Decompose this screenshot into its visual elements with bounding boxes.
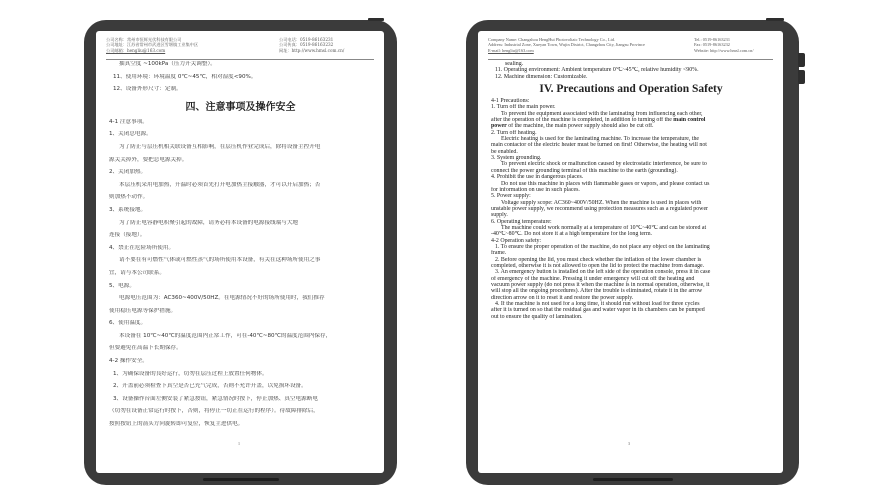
text-run: after the operation of the machine is completed, in addition to turning off the bbox=[491, 117, 674, 124]
text-line: 1. Turn off the main power. bbox=[491, 104, 556, 111]
text-line: 1、关闭总电源。 bbox=[109, 131, 152, 138]
text-line: Do not use this machine in places with flammable gases or vapors, and please contact us bbox=[501, 180, 710, 187]
text-line: 4-2 操作安全。 bbox=[109, 358, 148, 365]
text-line: 6、使用温度。 bbox=[109, 320, 147, 327]
text-line: connect the power grounding terminal of this machine to the earth (grounding). bbox=[491, 167, 678, 174]
text-line: 12. Machine dimension: Customizable. bbox=[495, 73, 588, 80]
text-line: To prevent electric shock or malfunction caused by electrostatic interference, be sure to bbox=[501, 161, 707, 168]
text-run: of the machine, the main power supply should also be cut off. bbox=[506, 123, 654, 130]
right-tablet-volume-down-button[interactable] bbox=[798, 70, 805, 84]
right-header-contact-col: Tel.: 0519-86163231 Fax: 0519-86163232 Website: http://www.hmsl.com.cn/ bbox=[694, 37, 754, 53]
left-header-company-col: 公司名称：常州市恒辉光伏科技有限公司 公司地址：江苏省常州市武进区雪堰镇工业集中区 公司邮箱：hengliu@163.com bbox=[106, 37, 199, 53]
bold-text-run: main control bbox=[673, 117, 706, 124]
text-line: sealing. bbox=[505, 61, 524, 67]
text-line: will stop all the ongoing procedures). After the trouble is eliminated, rotate it in the arrow bbox=[491, 288, 703, 295]
text-line: 抽真空度 ~100kPa（压力开关调整）。 bbox=[119, 61, 216, 67]
text-line: -40℃~80℃. Do not store it at a high temperature for the long term. bbox=[491, 231, 653, 238]
text-line: 4-1 注意事项。 bbox=[109, 118, 148, 125]
text-line: 1. To ensure the proper operation of the machine, do not place any object on the laminating bbox=[495, 243, 710, 250]
right-tablet-frame bbox=[466, 20, 799, 485]
left-header-contact-col: 公司电话：0519-86163231 公司传真：0519-86163232 网址：http://www.hmsl.com.cn/ bbox=[279, 37, 345, 53]
text-line: after it is turned on so that the residual gas and water vapor in its chambers can be pumped bbox=[491, 307, 705, 314]
text-line: 3、系统接地。 bbox=[109, 206, 147, 213]
left-document-page[interactable] bbox=[96, 31, 384, 473]
text-line: be enabled. bbox=[491, 148, 518, 155]
right-home-indicator[interactable] bbox=[593, 478, 673, 481]
text-line: 11. Operating environment: Ambient temperature 0℃~45℃, relative humidity <90%. bbox=[495, 67, 699, 74]
text-line: completed, otherwise it is not allowed to open the lid to protect the machine from damage. bbox=[491, 262, 705, 269]
right-document-page[interactable] bbox=[478, 31, 783, 473]
left-tablet-camera-notch bbox=[368, 18, 384, 21]
text-line: 则加热不动作。 bbox=[109, 194, 149, 201]
text-line: 3、设备操作台面左侧安装了紧急按钮，紧急情况时按下，停止加热、真空电源断电 bbox=[113, 395, 318, 402]
text-line: 4-1 Precautions: bbox=[491, 98, 530, 105]
line-spacer bbox=[109, 93, 372, 99]
text-line: main contactor of the electric heater must be turned on first! Otherwise, the heating will not bbox=[491, 142, 707, 149]
left-page-header bbox=[106, 37, 374, 60]
text-line: 4、禁止在危险场所使用。 bbox=[109, 244, 175, 251]
text-line: vacuum power supply (do not press it when the machine is in normal operation, otherwise, it bbox=[491, 282, 710, 288]
text-line: 按照按钮上的箭头方向旋转即可复位，恢复主进供电。 bbox=[109, 421, 244, 428]
text-line: 5、电源。 bbox=[109, 282, 135, 289]
text-line: 2. Turn off heating. bbox=[491, 129, 537, 136]
text-line: 请不要在有可燃性气体或可燃性蒸气的场所使用本设备，有关在这种场所使用之事 bbox=[119, 257, 321, 264]
right-page-body bbox=[491, 61, 771, 320]
text-line: 宜，请与本公司联系。 bbox=[109, 269, 165, 276]
section-title: IV. Precautions and Operation Safety bbox=[539, 83, 723, 96]
text-line: 4. Prohibit the use in dangerous places. bbox=[491, 174, 584, 181]
text-line: 使用稳压电源等保护措施。 bbox=[109, 307, 177, 314]
text-line: supply. bbox=[491, 212, 508, 219]
text-line: 为了防止与层压机相关联设备互相影响，在层压机作业完成后，除将设备主控开电 bbox=[119, 143, 321, 150]
text-line: Electric heating is used for the laminating machine. To increase the temperature, the bbox=[501, 136, 700, 143]
text-line: The machine could work normally at a temperature of 10℃~40℃ and can be stored at bbox=[501, 224, 707, 231]
text-line: 3. An emergency button is installed on the left side of the operation console, press it in case bbox=[495, 269, 711, 276]
text-line: 6. Operating temperature: bbox=[491, 218, 552, 225]
right-tablet-volume-up-button[interactable] bbox=[798, 53, 805, 67]
text-line: 源关关掉外，要把总电源关掉。 bbox=[109, 156, 188, 163]
text-line: （切勿在设备正常运行时按下，否则，将停止一切正在运行的程序）。待故障排除后， bbox=[109, 408, 319, 415]
line-spacer bbox=[109, 428, 372, 434]
text-line: direction arrow on it to reset it and restore the power supply. bbox=[491, 294, 634, 301]
bold-text-run: power bbox=[491, 123, 507, 130]
text-line: of emergency of the machine. Pressing it under emergency will cut off the heating and bbox=[491, 275, 695, 282]
text-line: To prevent the equipment associated with the laminating from influencing each other, bbox=[501, 110, 703, 117]
text-line: 为了防止电容静电积聚引起的故障，请务必将本设备的电源接线端与大地 bbox=[119, 219, 299, 226]
text-line: Voltage supply scope: AC360~400V/50HZ. When the machine is used in places with bbox=[501, 199, 702, 206]
right-tablet-top-button[interactable] bbox=[766, 18, 784, 21]
text-line: 11、使用环境：环境温度 0℃~45℃，相对湿度<90%。 bbox=[113, 73, 257, 80]
text-line: 2. Before opening the lid, you must check whether the inflation of the lower chamber is bbox=[495, 256, 702, 263]
section-title: 四、注意事项及操作安全 bbox=[185, 101, 296, 113]
left-page-number: 1 bbox=[238, 441, 240, 446]
text-line: 电源电压范围为：AC360~400V/50HZ。在电源情况不好的场所使用时，我们推荐 bbox=[119, 295, 325, 302]
text-line: 4. If the machine is not used for a long time, it should run without load for three cycles bbox=[495, 301, 700, 308]
text-line: 4-2 Operation safety: bbox=[491, 237, 542, 244]
text-line: for information on use in such places. bbox=[491, 186, 580, 193]
text-line: 2、关闭加热。 bbox=[109, 169, 147, 176]
text-line: 1、为确保设备的良好运行，切勿在层压过程上放置任何物体。 bbox=[113, 370, 268, 377]
text-line: 本设备在 10℃~40℃的温度范围内正常工作，可在-40℃~80℃的温度范围内保存， bbox=[119, 332, 332, 339]
left-page-body bbox=[109, 61, 372, 434]
right-page-header bbox=[488, 37, 773, 60]
text-line: 5. Power supply: bbox=[491, 193, 531, 200]
text-line: 12、设备外形尺寸：定制。 bbox=[113, 86, 182, 93]
text-line: 2、开盖前必须检查下真空是否已充气完成，否则不允许开盖，以免损坏设备。 bbox=[113, 383, 307, 390]
text-line: 连接（接地）。 bbox=[109, 232, 146, 239]
text-line: 3. System grounding. bbox=[491, 155, 542, 162]
text-line: unstable power supply, we recommend using protection measures such as a regulated power bbox=[491, 205, 709, 212]
right-page-number: 3 bbox=[628, 441, 630, 446]
left-tablet-frame bbox=[84, 20, 397, 485]
right-header-company-col: Company Name: Changzhou HengHui Photovoltaic Technology Co., Ltd. Address: Industrial Zone, Xueyan Town, Wujin District, Changzhou City, Jiangsu Province E-mail: hengliu@163.com bbox=[488, 37, 645, 53]
text-line: frame. bbox=[491, 250, 507, 257]
text-line: 本层压机采用电加热，升温时必须首先打开电加热主接触器，才可以开启加热；否 bbox=[119, 181, 321, 188]
left-home-indicator[interactable] bbox=[203, 478, 279, 481]
text-line: 但要避免在高温下长期保存。 bbox=[109, 345, 182, 352]
text-line: out to ensure the quality of lamination. bbox=[491, 313, 583, 320]
